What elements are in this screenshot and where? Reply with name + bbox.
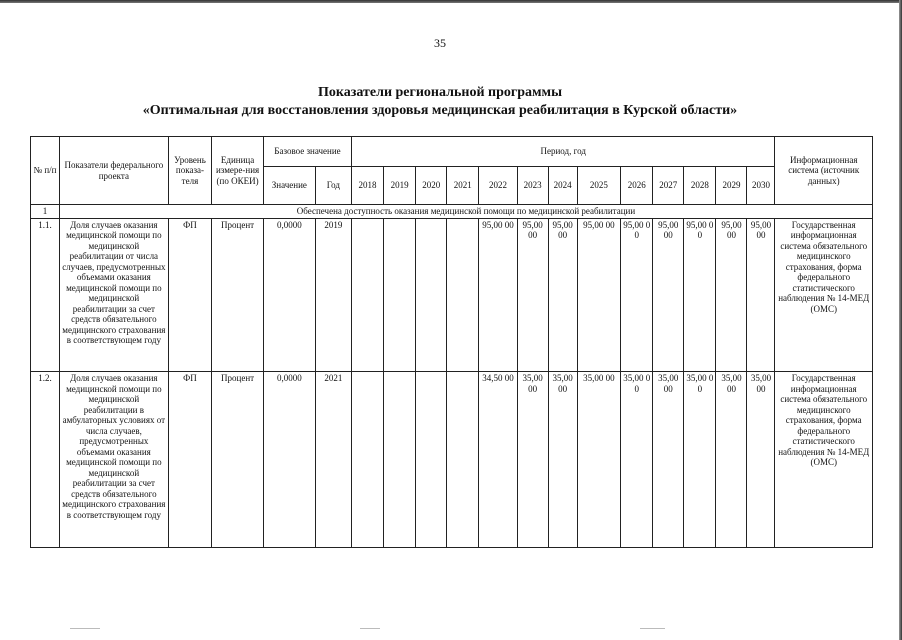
header-year: 2024 <box>548 167 577 205</box>
scan-specks <box>0 628 902 634</box>
row-value <box>351 218 383 371</box>
header-year: 2023 <box>517 167 548 205</box>
row-value <box>351 372 383 548</box>
row-num: 1.2. <box>31 372 60 548</box>
row-value <box>447 372 479 548</box>
scan-edge-top <box>0 0 902 3</box>
scan-speck <box>640 628 665 629</box>
row-value: 35,00 00 <box>747 372 775 548</box>
title-line-2: «Оптимальная для восстановления здоровья медицинская реабилитация в Курской области» <box>142 103 738 118</box>
row-value <box>416 218 447 371</box>
row-value: 35,00 00 <box>517 372 548 548</box>
row-level: ФП <box>168 372 211 548</box>
row-value: 95,00 00 <box>479 218 517 371</box>
row-value: 35,00 00 <box>548 372 577 548</box>
row-base-year: 2021 <box>315 372 351 548</box>
row-value: 95,00 00 <box>577 218 620 371</box>
row-unit: Процент <box>212 218 264 371</box>
header-year: 2030 <box>747 167 775 205</box>
table-row <box>31 218 873 371</box>
indicators-table <box>30 136 873 548</box>
row-value <box>384 218 416 371</box>
header-unit: Единица измере-ния (по ОКЕИ) <box>212 137 264 205</box>
row-value: 35,00 00 <box>621 372 653 548</box>
header-year: 2026 <box>621 167 653 205</box>
table-row <box>31 372 873 548</box>
row-value: 95,00 00 <box>653 218 684 371</box>
row-value <box>447 218 479 371</box>
section-label: Обеспечена доступность оказания медицинской помощи по медицинской реабилитации <box>59 205 872 219</box>
header-base-year: Год <box>315 167 351 205</box>
row-value: 35,00 00 <box>684 372 716 548</box>
row-value <box>384 372 416 548</box>
row-info: Государственная информационная система обязательного медицинского страхования, форма федерального статистического наблюдения № 14-МЕД (ОМС) <box>775 372 873 548</box>
row-value: 35,00 00 <box>653 372 684 548</box>
row-value: 95,00 00 <box>621 218 653 371</box>
row-value: 34,50 00 <box>479 372 517 548</box>
scan-speck <box>360 628 380 629</box>
row-value: 95,00 00 <box>684 218 716 371</box>
page-number: 35 <box>434 36 446 50</box>
header-level: Уровень показа-теля <box>168 137 211 205</box>
row-num: 1.1. <box>31 218 60 371</box>
row-level: ФП <box>168 218 211 371</box>
header-year: 2025 <box>577 167 620 205</box>
header-year: 2019 <box>384 167 416 205</box>
header-row-1 <box>31 137 873 167</box>
row-value: 35,00 00 <box>577 372 620 548</box>
section-row <box>31 205 873 219</box>
header-year: 2020 <box>416 167 447 205</box>
section-num: 1 <box>31 205 60 219</box>
header-year: 2028 <box>684 167 716 205</box>
header-info: Информационная система (источник данных) <box>775 137 873 205</box>
row-value: 95,00 00 <box>517 218 548 371</box>
row-base-value: 0,0000 <box>263 372 315 548</box>
row-value: 35,00 00 <box>716 372 747 548</box>
page-title <box>0 84 880 120</box>
row-value: 95,00 00 <box>548 218 577 371</box>
row-indicator: Доля случаев оказания медицинской помощи по медицинской реабилитации от числа случаев, предусмотренных объемами оказания медицинской помощи по медицинской реабилитации за счет средств обязательного медицинского страхования в соответствующем году <box>59 218 168 371</box>
scan-speck <box>70 628 100 629</box>
row-value: 95,00 00 <box>716 218 747 371</box>
row-base-year: 2019 <box>315 218 351 371</box>
header-base-value: Значение <box>263 167 315 205</box>
header-base: Базовое значение <box>263 137 351 167</box>
row-base-value: 0,0000 <box>263 218 315 371</box>
header-year: 2027 <box>653 167 684 205</box>
header-num: № п/п <box>31 137 60 205</box>
header-year: 2021 <box>447 167 479 205</box>
row-value <box>416 372 447 548</box>
row-indicator: Доля случаев оказания медицинской помощи по медицинской реабилитации в амбулаторных условиях от числа случаев, предусмотренных объемами оказания медицинской помощи по медицинской реабилитации за счет средств обязательного медицинского страхования в соответствующем году <box>59 372 168 548</box>
row-value: 95,00 00 <box>747 218 775 371</box>
header-indicator: Показатели федерального проекта <box>59 137 168 205</box>
row-info: Государственная информационная система обязательного медицинского страхования, форма федерального статистического наблюдения № 14-МЕД (ОМС) <box>775 218 873 371</box>
header-year: 2022 <box>479 167 517 205</box>
title-line-1: Показатели региональной программы <box>317 85 563 100</box>
header-year: 2018 <box>351 167 383 205</box>
row-unit: Процент <box>212 372 264 548</box>
header-year: 2029 <box>716 167 747 205</box>
header-period: Период, год <box>351 137 775 167</box>
